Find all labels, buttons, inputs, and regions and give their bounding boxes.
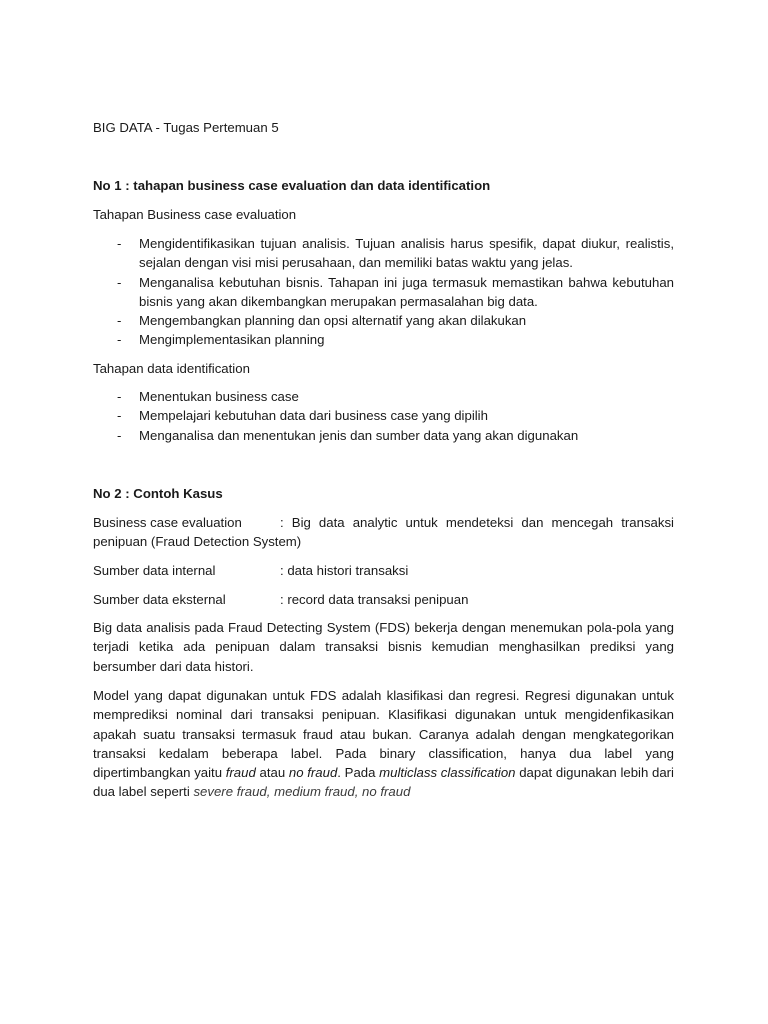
q2-heading: No 2 : Contoh Kasus	[93, 486, 223, 501]
model-paragraph	[93, 686, 674, 802]
di-label: Tahapan data identification	[93, 361, 250, 376]
fraud-term: fraud	[225, 765, 256, 781]
internal-source-key: Sumber data internal	[93, 563, 216, 578]
bce-case-value: : Big data analytic untuk mendeteksi dan mencegah transaksi penipuan (Fraud Detection System)	[93, 515, 674, 550]
external-source-row	[93, 590, 674, 609]
document-title: BIG DATA - Tugas Pertemuan 5	[93, 120, 279, 135]
list-item: - Menganalisa kebutuhan bisnis. Tahapan ini juga termasuk memastikan bahwa kebutuhan bisnis yang akan dikembangkan merupakan permasalahan big data.	[93, 273, 674, 312]
external-source-key: Sumber data eksternal	[93, 592, 226, 607]
list-item: - Menentukan business case	[93, 387, 674, 406]
bce-case-row	[93, 513, 674, 552]
q1-heading: No 1 : tahapan business case evaluation dan data identification	[93, 178, 491, 193]
bce-label: Tahapan Business case evaluation	[93, 207, 297, 222]
list-item: - Menganalisa dan menentukan jenis dan sumber data yang akan digunakan	[93, 426, 674, 445]
di-list	[93, 387, 674, 445]
external-source-value: : record data transaksi penipuan	[280, 592, 469, 607]
internal-source-row	[93, 561, 674, 580]
internal-source-value: : data histori transaksi	[280, 563, 409, 578]
list-item: - Mengimplementasikan planning	[93, 330, 674, 349]
list-item: - Mengidentifikasikan tujuan analisis. Tujuan analisis harus spesifik, dapat diukur, realistis, sejalan dengan visi misi perusahaan, dan memiliki batas waktu yang jelas.	[93, 234, 674, 273]
model-text: Model yang dapat digunakan untuk FDS adalah klasifikasi dan regresi. Regresi digunakan untuk memprediksi nominal dari transaksi penipuan. Klasifikasi digunakan untuk mengidenfikasikan apakah suatu transaksi termasuk fraud atau bukan. Caranya adalah dengan mengkategorikan transaksi kedalam beberapa label. Pada binary classification, hanya dua label yang dipertimbangkan yaitu	[93, 688, 674, 781]
model-text: . Pada	[337, 765, 380, 781]
multiclass-term: multiclass classification	[379, 765, 516, 781]
fds-paragraph: Big data analisis pada Fraud Detecting System (FDS) bekerja dengan menemukan pola-pola yang terjadi ketika ada penipuan dalam transaksi bisnis kemudian menghasilkan prediksi yang bersumber dari data histori.	[93, 620, 674, 674]
list-item: - Mempelajari kebutuhan data dari business case yang dipilih	[93, 406, 674, 425]
model-text: dapat digunakan lebih dari dua label seperti	[93, 765, 674, 800]
bce-list	[93, 234, 674, 350]
list-item: - Mengembangkan planning dan opsi alternatif yang akan dilakukan	[93, 311, 674, 330]
model-text: atau	[255, 765, 289, 781]
no-fraud-term: no fraud	[288, 765, 338, 781]
bce-case-key: Business case evaluation	[93, 515, 242, 530]
fraud-labels: severe fraud, medium fraud, no fraud	[193, 784, 411, 800]
